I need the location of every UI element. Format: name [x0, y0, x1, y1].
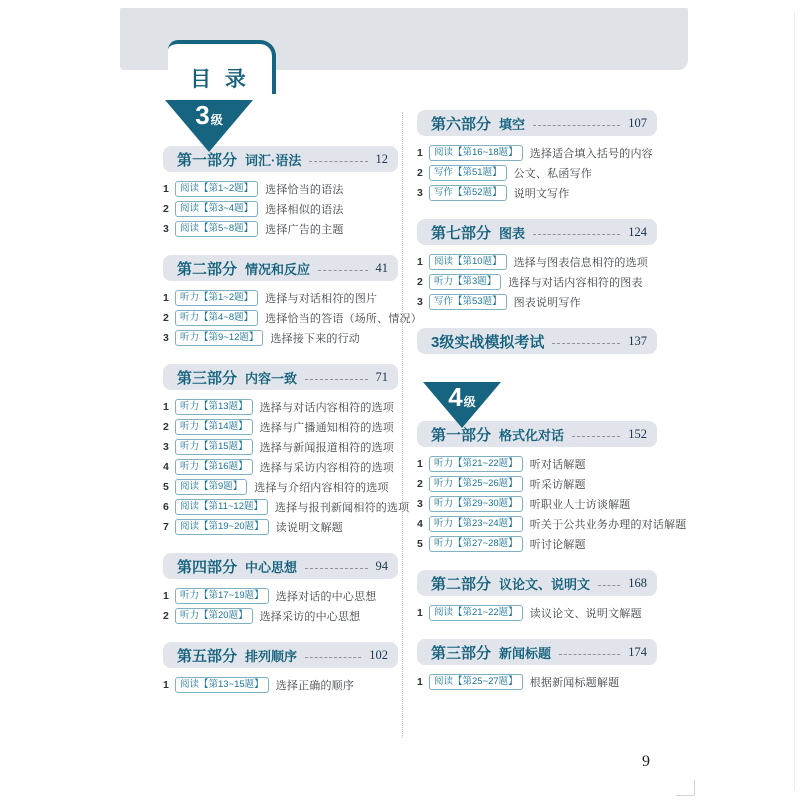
item-number: 1: [417, 607, 423, 619]
item-description: 选择对话的中心思想: [275, 591, 377, 603]
section-header-pill: [163, 364, 398, 390]
section-title: 3级实战模拟考试: [431, 333, 545, 351]
toc-item-row: [163, 477, 399, 497]
item-number: 3: [163, 332, 169, 344]
toc-section: [417, 570, 687, 623]
leader-line: [552, 343, 620, 344]
item-description: 选择广告的主题: [265, 224, 344, 236]
item-question-tag: 阅读【第1~2题】: [175, 181, 258, 197]
item-number: 2: [163, 610, 169, 622]
page-number: 9: [642, 753, 650, 770]
column-divider: [402, 112, 403, 738]
section-subtitle: 图表: [499, 225, 526, 241]
item-question-tag: 听力【第23~24题】: [429, 516, 523, 532]
section-title: 第五部分: [177, 647, 238, 665]
item-number: 3: [417, 187, 423, 199]
toc-section: [417, 219, 687, 312]
section-header-pill: [163, 553, 398, 579]
section-page-number: 168: [628, 575, 647, 590]
item-number: 2: [417, 276, 423, 288]
level-3-badge: [165, 100, 253, 152]
toc-item-row: [417, 183, 687, 203]
item-description: 听对话解题: [529, 459, 586, 471]
section-header-pill: [417, 110, 657, 136]
section-subtitle: 格式化对话: [499, 427, 565, 443]
section-page-number: 71: [375, 369, 388, 384]
item-question-tag: 写作【第51题】: [429, 165, 507, 181]
toc-item-row: [417, 292, 687, 312]
section-page-number: 152: [628, 426, 647, 441]
item-question-tag: 阅读【第10题】: [429, 254, 507, 270]
right-sections-bottom: [417, 421, 687, 692]
item-description: 选择与图表信息相符的选项: [513, 257, 648, 269]
right-sections-top: [417, 105, 687, 354]
item-description: 选择与介绍内容相符的选项: [254, 482, 389, 494]
toc-item-row: [417, 272, 687, 292]
level-3-badge-number: 3: [195, 100, 210, 130]
toc-item-row: [163, 457, 399, 477]
toc-item-row: [163, 437, 399, 457]
section-page-number: 174: [628, 644, 647, 659]
item-question-tag: 听力【第25~26题】: [429, 476, 523, 492]
section-items: [417, 672, 687, 692]
item-number: 3: [417, 296, 423, 308]
item-number: 1: [163, 401, 169, 413]
section-title: 第二部分: [431, 575, 492, 593]
item-number: 1: [163, 292, 169, 304]
item-description: 图表说明写作: [513, 297, 581, 309]
toc-title-tab: [168, 40, 276, 94]
section-header-pill: [417, 328, 657, 354]
item-number: 7: [163, 521, 169, 533]
item-number: 1: [417, 458, 423, 470]
level-4-badge-number: 4: [448, 382, 463, 412]
item-description: 根据新闻标题解题: [529, 677, 620, 689]
item-question-tag: 听力【第15题】: [175, 439, 253, 455]
item-question-tag: 听力【第9~12题】: [175, 330, 263, 346]
leader-line: [305, 379, 367, 380]
toc-item-row: [417, 672, 687, 692]
toc-item-row: [163, 497, 410, 517]
section-header-pill: [417, 219, 657, 245]
item-question-tag: 阅读【第21~22题】: [429, 605, 523, 621]
item-number: 6: [163, 501, 169, 513]
item-description: 读说明文解题: [275, 522, 343, 534]
item-number: 5: [163, 481, 169, 493]
section-page-number: 137: [628, 333, 647, 348]
section-subtitle: 排列顺序: [245, 648, 298, 664]
item-number: 3: [163, 441, 169, 453]
section-subtitle: 议论文、说明文: [499, 576, 591, 592]
toc-item-row: [417, 163, 687, 183]
section-title: 第三部分: [177, 369, 238, 387]
toc-item-row: [163, 219, 399, 239]
item-question-tag: 听力【第21~22题】: [429, 456, 523, 472]
item-number: 2: [163, 312, 169, 324]
item-number: 1: [163, 590, 169, 602]
item-question-tag: 阅读【第16~18题】: [429, 145, 523, 161]
leader-line: [309, 161, 367, 162]
item-number: 3: [417, 498, 423, 510]
item-number: 1: [417, 147, 423, 159]
toc-item-row: [163, 586, 399, 606]
section-title: 第七部分: [431, 224, 492, 242]
level-3-badge-suffix: 级: [210, 113, 223, 127]
section-subtitle: 新闻标题: [499, 645, 552, 661]
level-4-badge: [423, 382, 501, 428]
section-title: 第六部分: [431, 115, 492, 133]
item-description: 选择与对话内容相符的选项: [259, 402, 394, 414]
item-description: 选择恰当的答语（场所、情况）: [265, 313, 422, 325]
leader-line: [533, 125, 620, 126]
item-question-tag: 听力【第16题】: [175, 459, 253, 475]
item-number: 4: [417, 518, 423, 530]
item-question-tag: 听力【第4~8题】: [175, 310, 258, 326]
section-page-number: 102: [369, 647, 388, 662]
toc-item-row: [163, 606, 399, 626]
section-page-number: 94: [375, 558, 388, 573]
item-description: 选择与对话相符的图片: [265, 293, 378, 305]
section-items: [417, 454, 687, 554]
item-description: 读议论文、说明文解题: [529, 608, 642, 620]
item-question-tag: 听力【第20题】: [175, 608, 253, 624]
item-number: 3: [163, 223, 169, 235]
item-question-tag: 听力【第29~30题】: [429, 496, 523, 512]
toc-item-row: [417, 143, 687, 163]
item-question-tag: 听力【第13题】: [175, 399, 253, 415]
section-items: [163, 586, 399, 626]
toc-column-left: [163, 100, 422, 711]
section-page-number: 12: [375, 151, 388, 166]
section-items: [163, 675, 399, 695]
section-title: 第二部分: [177, 260, 238, 278]
item-description: 选择与广播通知相符的选项: [259, 422, 394, 434]
toc-section: [163, 146, 399, 239]
leader-line: [559, 654, 620, 655]
item-description: 选择与报刊新闻相符的选项: [274, 502, 410, 514]
item-question-tag: 听力【第3题】: [429, 274, 501, 290]
section-items: [417, 603, 687, 623]
item-description: 选择接下来的行动: [270, 333, 361, 345]
item-number: 2: [163, 203, 169, 215]
item-description: 听讨论解题: [529, 539, 586, 551]
section-title: 第四部分: [177, 558, 238, 576]
section-subtitle: 内容一致: [245, 370, 298, 386]
toc-item-row: [417, 454, 687, 474]
item-question-tag: 听力【第27~28题】: [429, 536, 523, 552]
item-number: 1: [417, 676, 423, 688]
toc-item-row: [163, 675, 399, 695]
toc-item-row: [163, 288, 399, 308]
leader-line: [305, 568, 367, 569]
section-header-pill: [417, 639, 657, 665]
toc-item-row: [417, 252, 687, 272]
toc-section: [417, 639, 687, 692]
page-edge-line: [794, 12, 795, 790]
item-description: 选择与新闻报道相符的选项: [259, 442, 394, 454]
item-question-tag: 听力【第14题】: [175, 419, 253, 435]
item-description: 选择相似的语法: [265, 204, 344, 216]
item-question-tag: 阅读【第11~12题】: [175, 499, 268, 515]
toc-section: [163, 553, 399, 626]
item-question-tag: 听力【第17~19题】: [175, 588, 269, 604]
item-question-tag: 阅读【第5~8题】: [175, 221, 258, 237]
toc-item-row: [417, 514, 687, 534]
toc-item-row: [417, 494, 687, 514]
item-description: 选择正确的顺序: [275, 680, 355, 692]
item-description: 听职业人士访谈解题: [529, 499, 631, 511]
toc-section: [163, 642, 399, 695]
item-description: 说明文写作: [513, 188, 570, 200]
toc-section: [417, 328, 687, 354]
item-number: 1: [417, 256, 423, 268]
item-number: 1: [163, 679, 169, 691]
section-title: 第一部分: [177, 151, 238, 169]
section-subtitle: 词汇·语法: [245, 152, 302, 168]
leader-line: [318, 270, 367, 271]
item-description: 选择与采访内容相符的选项: [259, 462, 394, 474]
toc-item-row: [163, 328, 399, 348]
toc-section: [163, 255, 422, 348]
item-question-tag: 写作【第52题】: [429, 185, 507, 201]
toc-item-row: [163, 179, 399, 199]
item-question-tag: 阅读【第25~27题】: [429, 674, 523, 690]
item-question-tag: 阅读【第3~4题】: [175, 201, 258, 217]
leader-line: [533, 234, 620, 235]
toc-section: [417, 421, 687, 554]
item-number: 5: [417, 538, 423, 550]
leader-line: [572, 436, 620, 437]
section-header-pill: [163, 255, 398, 281]
item-question-tag: 阅读【第13~15题】: [175, 677, 269, 693]
section-items: [163, 179, 399, 239]
section-items: [417, 143, 687, 203]
section-items: [417, 252, 687, 312]
item-question-tag: 阅读【第19~20题】: [175, 519, 269, 535]
toc-item-row: [163, 417, 399, 437]
toc-section: [417, 110, 687, 203]
item-number: 2: [417, 478, 423, 490]
item-number: 2: [163, 421, 169, 433]
item-description: 听关于公共业务办理的对话解题: [529, 519, 687, 531]
item-question-tag: 写作【第53题】: [429, 294, 507, 310]
toc-item-row: [417, 474, 687, 494]
toc-item-row: [417, 603, 687, 623]
leader-line: [305, 657, 361, 658]
item-number: 2: [417, 167, 423, 179]
section-page-number: 41: [375, 260, 388, 275]
toc-item-row: [417, 534, 687, 554]
left-sections: [163, 146, 422, 695]
section-subtitle: 中心思想: [245, 559, 298, 575]
item-question-tag: 听力【第1~2题】: [175, 290, 258, 306]
toc-section: [163, 364, 410, 537]
item-question-tag: 阅读【第9题】: [175, 479, 247, 495]
section-page-number: 107: [628, 115, 647, 130]
section-header-pill: [417, 570, 657, 596]
item-description: 选择适合填入括号的内容: [529, 148, 653, 160]
section-page-number: 124: [628, 224, 647, 239]
section-subtitle: 情况和反应: [245, 261, 311, 277]
item-description: 选择与对话内容相符的图表: [508, 277, 643, 289]
section-title: 第三部分: [431, 644, 492, 662]
item-description: 公文、私函写作: [513, 168, 592, 180]
section-subtitle: 填空: [499, 116, 526, 132]
toc-item-row: [163, 308, 422, 328]
section-items: [163, 397, 410, 537]
item-number: 1: [163, 183, 169, 195]
section-items: [163, 288, 422, 348]
toc-item-row: [163, 517, 399, 537]
level-4-badge-suffix: 级: [463, 395, 476, 409]
leader-line: [598, 585, 620, 586]
page-corner-mark: [676, 780, 695, 796]
section-title: 第一部分: [431, 426, 492, 444]
item-description: 选择采访的中心思想: [259, 611, 361, 623]
toc-column-right: [417, 105, 687, 708]
toc-item-row: [163, 199, 399, 219]
item-number: 4: [163, 461, 169, 473]
toc-item-row: [163, 397, 399, 417]
toc-title: 目 录: [190, 68, 250, 91]
section-header-pill: [163, 642, 398, 668]
item-description: 听采访解题: [529, 479, 586, 491]
item-description: 选择恰当的语法: [265, 184, 344, 196]
